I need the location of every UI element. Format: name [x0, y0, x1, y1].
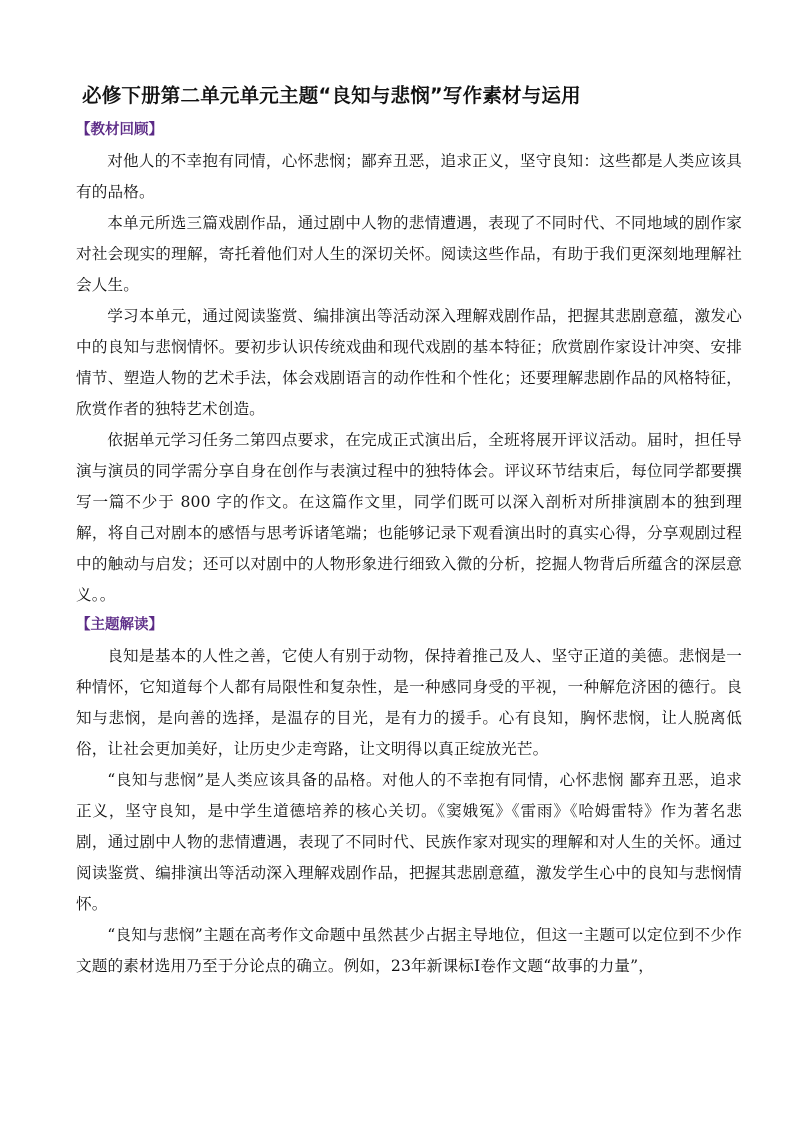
section-review [76, 118, 742, 611]
paragraph: 良知是基本的人性之善，它使人有别于动物，保持着推己及人、坚守正道的美德。悲悯是一种情怀，它知道每个人都有局限性和复杂性，是一种感同身受的平视，一种解危济困的德行。良知与悲悯，是向善的选择，是温存的目光，是有力的援手。心有良知，胸怀悲悯，让人脱离低俗，让社会更加美好，让历史少走弯路，让文明得以真正绽放光芒。 [76, 647, 742, 758]
paragraph: “良知与悲悯”主题在高考作文命题中虽然甚少占据主导地位，但这一主题可以定位到不少作文题的素材选用乃至于分论点的确立。例如，23年新课标Ⅰ卷作文题“故事的力量”， [76, 926, 742, 975]
paragraph: 对他人的不幸抱有同情，心怀悲悯；鄙弃丑恶，追求正义，坚守良知：这些都是人类应该具有的品格。 [76, 152, 742, 201]
paragraph: “良知与悲悯”是人类应该具备的品格。对他人的不幸抱有同情，心怀悲悯 鄙弃丑恶，追求正义，坚守良知，是中学生道德培养的核心关切。《窦娥冤》《雷雨》《哈姆雷特》作为著名悲剧，通过剧中人物的悲情遭遇，表现了不同时代、民族作家对现实的理解和对人生的关怀。通过阅读鉴赏、编排演出等活动深入理解戏剧作品，把握其悲剧意蕴，激发学生心中的良知与悲悯情怀。 [76, 771, 742, 913]
paragraph: 学习本单元，通过阅读鉴赏、编排演出等活动深入理解戏剧作品，把握其悲剧意蕴，激发心中的良知与悲悯情怀。要初步认识传统戏曲和现代戏剧的基本特征；欣赏剧作家设计冲突、安排情节、塑造人物的艺术手法，体会戏剧语言的动作性和个性化；还要理解悲剧作品的风格特征，欣赏作者的独特艺术创造。 [76, 307, 742, 418]
document-title: 必修下册第二单元单元主题“良知与悲悯”写作素材与运用 [82, 84, 581, 107]
paragraph: 本单元所选三篇戏剧作品，通过剧中人物的悲情遭遇，表现了不同时代、不同地域的剧作家对社会现实的理解，寄托着他们对人生的深切关怀。阅读这些作品，有助于我们更深刻地理解社会人生。 [76, 214, 742, 294]
document-page [76, 82, 742, 982]
section-heading-interpretation: 【主题解读】 [76, 617, 163, 633]
section-heading-review: 【教材回顾】 [76, 122, 163, 138]
section-interpretation [76, 613, 742, 982]
paragraph: 依据单元学习任务二第四点要求，在完成正式演出后，全班将展开评议活动。届时，担任导演与演员的同学需分享自身在创作与表演过程中的独特体会。评议环节结束后，每位同学都要撰写一篇不少于 800 字的作文。在这篇作文里，同学们既可以深入剖析对所排演剧本的独到理解，将自己对剧本的感悟与思考诉诸笔端；也能够记录下观看演出时的真实心得，分享观剧过程中的触动与启发；还可以对剧中的人物形象进行细致入微的分析，挖掘人物背后所蕴含的深层意义。。 [76, 431, 742, 604]
